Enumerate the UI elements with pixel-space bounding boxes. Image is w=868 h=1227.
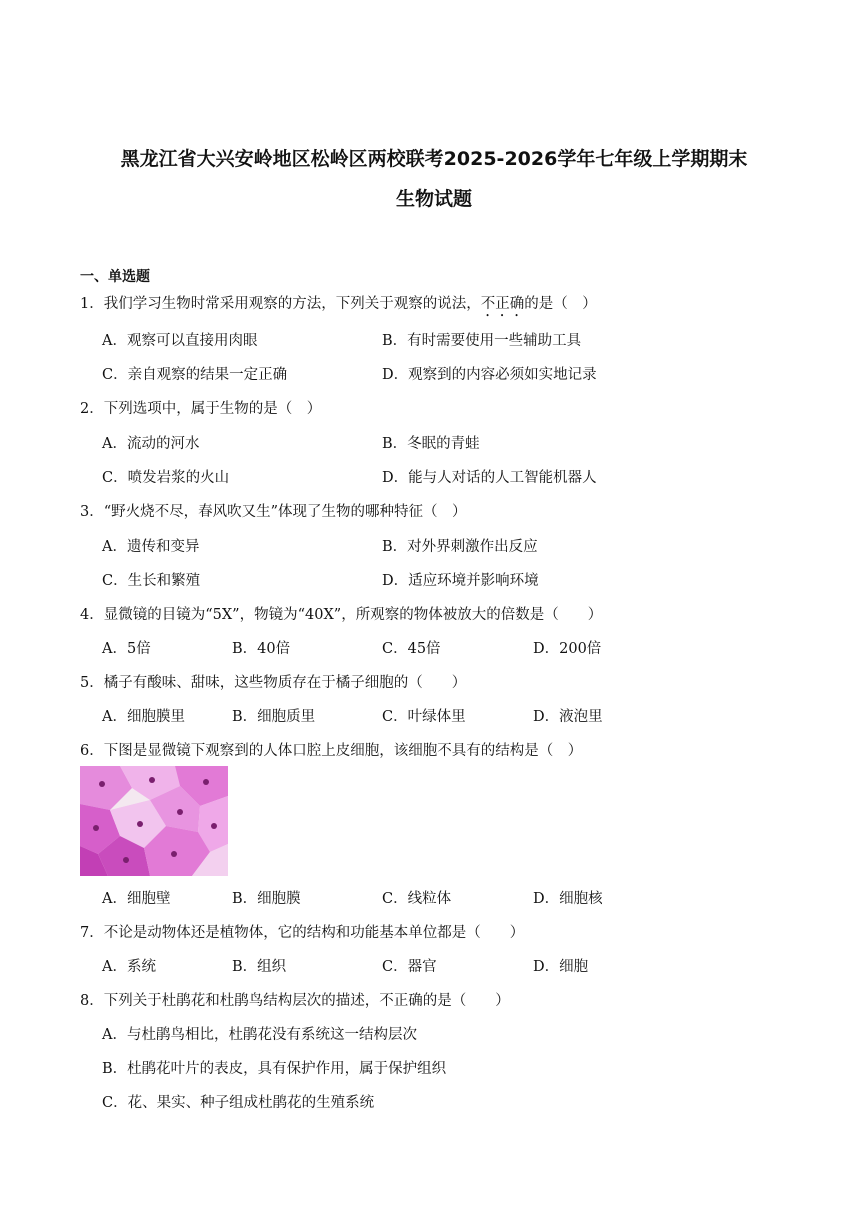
question-2-option-b: B．冬眠的青蛙 [382,436,480,452]
question-5-option-c: C．叶绿体里 [382,709,466,725]
cheek-cell-micrograph [80,766,228,876]
question-7-option-c: C．器官 [382,959,437,975]
page-subtitle: 生物试题 [395,188,472,210]
question-6-option-d: D．细胞核 [533,891,603,907]
question-7-option-b: B．组织 [232,959,287,975]
question-3-option-c: C．生长和繁殖 [102,573,201,589]
page-title: 黑龙江省大兴安岭地区松岭区两校联考2025-2026学年七年级上学期期末 [120,148,748,170]
question-1-option-b: B．有时需要使用一些辅助工具 [382,333,582,349]
question-5-option-a: A．细胞膜里 [102,709,185,725]
emphasis-text: 不正确 [480,296,525,312]
section-heading: 一、单选题 [80,269,150,285]
question-7-stem: 7．不论是动物体还是植物体，它的结构和功能基本单位都是（ ） [80,925,525,941]
question-2-option-a: A．流动的河水 [102,436,200,452]
question-5-stem: 5．橘子有酸味、甜味，这些物质存在于橘子细胞的（ ） [80,675,467,691]
question-8-option-c: C．花、果实、种子组成杜鹃花的生殖系统 [102,1095,375,1111]
question-4-option-c: C．45倍 [382,641,441,657]
question-8-stem: 8．下列关于杜鹃花和杜鹃鸟结构层次的描述，不正确的是（ ） [80,993,510,1009]
question-5-option-b: B．细胞质里 [232,709,316,725]
question-6-stem: 6．下图是显微镜下观察到的人体口腔上皮细胞，该细胞不具有的结构是（ ） [80,743,583,759]
question-6-option-b: B．细胞膜 [232,891,301,907]
question-2-option-c: C．喷发岩浆的火山 [102,470,230,486]
question-4-option-d: D．200倍 [533,641,602,657]
question-1-option-a: A．观察可以直接用肉眼 [102,333,258,349]
question-3-option-b: B．对外界刺激作出反应 [382,539,538,555]
question-6-option-a: A．细胞壁 [102,891,171,907]
question-3-option-d: D．适应环境并影响环境 [382,573,539,589]
question-4-option-a: A．5倍 [102,641,151,657]
question-7-option-d: D．细胞 [533,959,589,975]
question-1-option-c: C．亲自观察的结果一定正确 [102,367,288,383]
question-7-option-a: A．系统 [102,959,156,975]
question-2-stem: 2．下列选项中，属于生物的是（ ） [80,401,322,417]
question-6-option-c: C．线粒体 [382,891,452,907]
question-1-stem: 1．我们学习生物时常采用观察的方法，下列关于观察的说法，不正确的是（ ） [80,296,597,312]
question-1-option-d: D．观察到的内容必须如实地记录 [382,367,597,383]
question-3-stem: 3．“野火烧不尽，春风吹又生”体现了生物的哪种特征（ ） [80,504,467,520]
question-8-option-b: B．杜鹃花叶片的表皮，具有保护作用，属于保护组织 [102,1061,447,1077]
question-4-stem: 4．显微镜的目镜为“5X”，物镜为“40X”，所观察的物体被放大的倍数是（ ） [80,607,603,623]
question-3-option-a: A．遗传和变异 [102,539,200,555]
question-5-option-d: D．液泡里 [533,709,603,725]
question-4-option-b: B．40倍 [232,641,291,657]
question-2-option-d: D．能与人对话的人工智能机器人 [382,470,597,486]
question-8-option-a: A．与杜鹃鸟相比，杜鹃花没有系统这一结构层次 [102,1027,417,1043]
